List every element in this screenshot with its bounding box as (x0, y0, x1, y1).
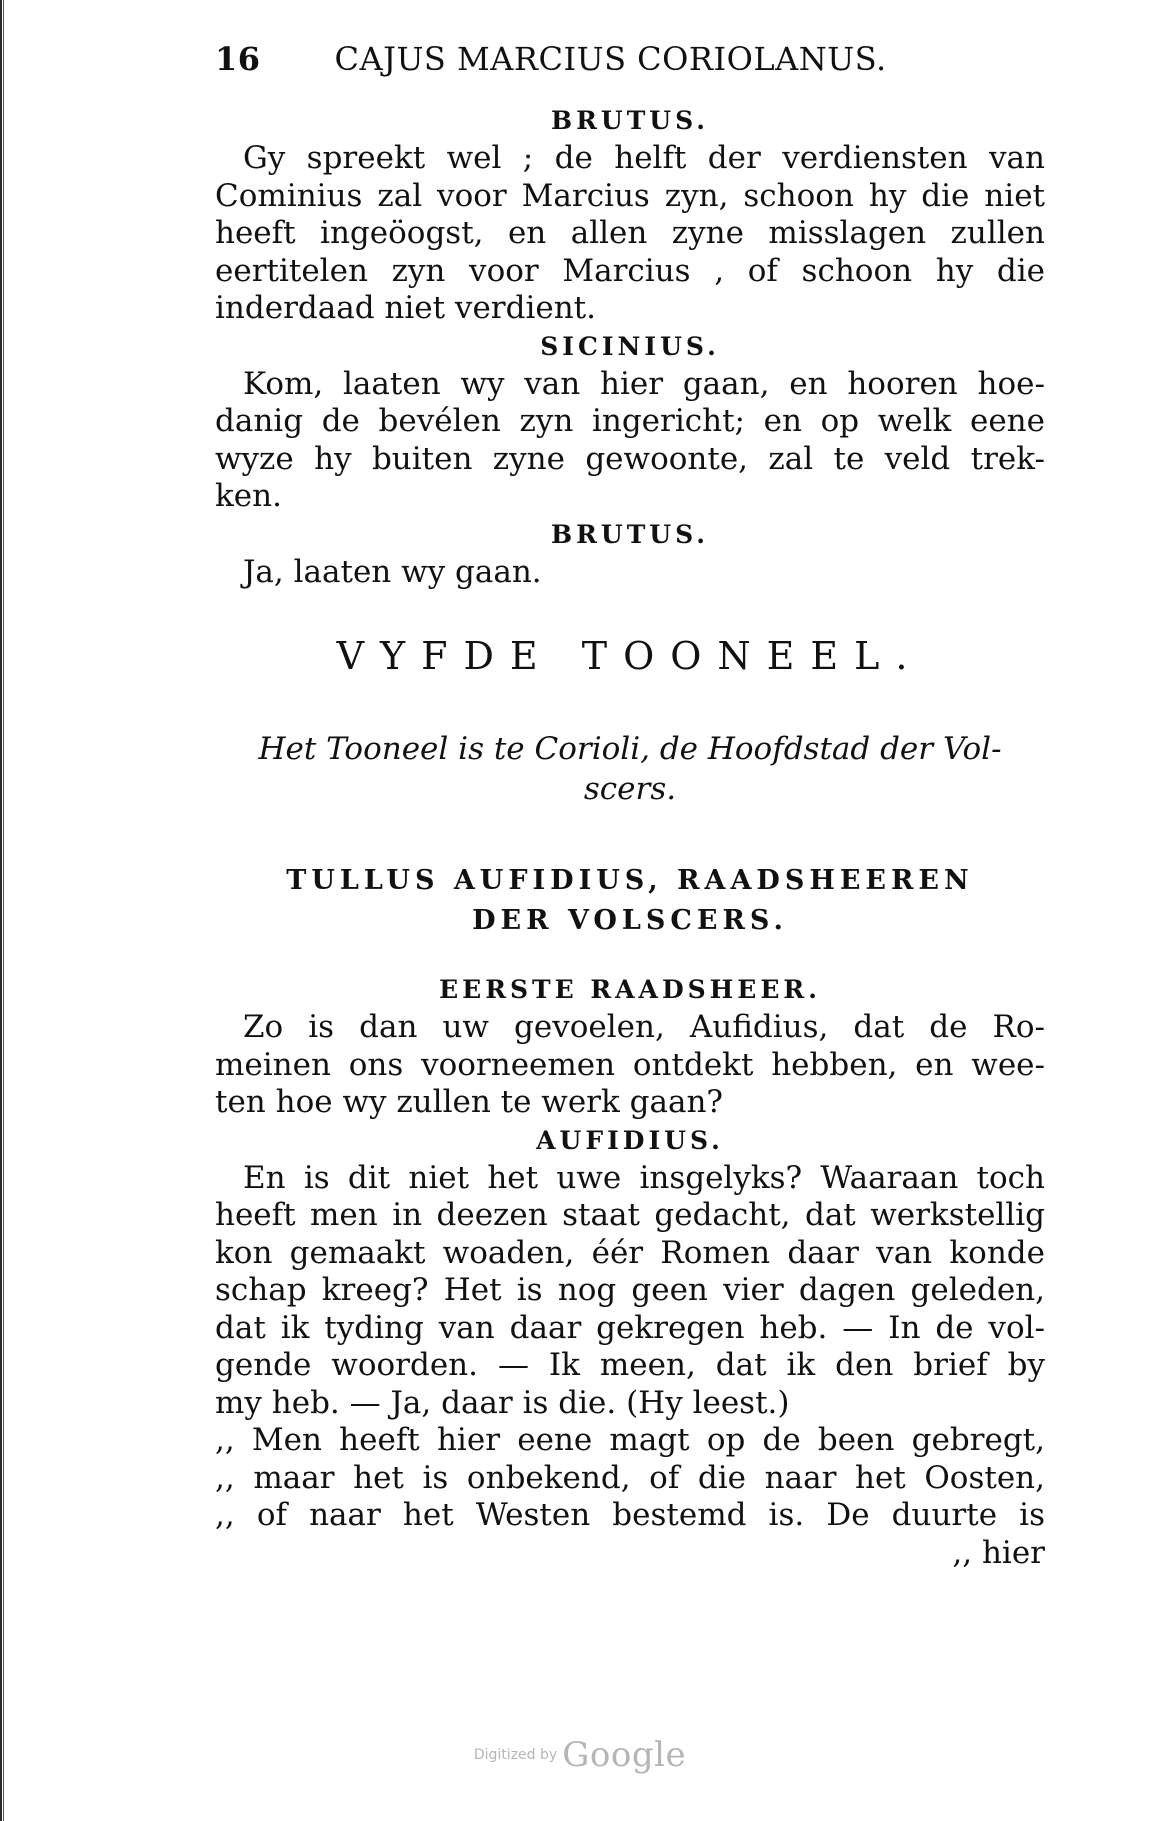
text-line: En is dit niet het uwe insgelyks? Waaraan toch (243, 1159, 1045, 1196)
text-line: Kom, laaten wy van hier gaan, en hooren hoe- (243, 365, 1045, 402)
text-line: ten hoe wy zullen te werk gaan? (215, 1084, 724, 1120)
setting-line: Het Tooneel is te Corioli, de Hoofdstad der Vol- (258, 731, 1002, 767)
speech-sicinius (215, 366, 1045, 516)
speaker-eerste-raadsheer: EERSTE RAADSHEER. (439, 975, 821, 1004)
cast-line: TULLUS AUFIDIUS, RAADSHEEREN (286, 865, 974, 896)
quote-line: ,, of naar het Westen bestemd is. De duurte is (215, 1497, 1045, 1533)
text-line: dat ik tyding van daar gekregen heb. — In de vol- (215, 1309, 1045, 1346)
scene-title: VYFDE TOONEEL. (336, 634, 924, 678)
text-line: eertitelen zyn voor Marcius , of schoon hy die (215, 252, 1045, 289)
quote-line: ,, maar het is onbekend, of die naar het Oosten, (215, 1459, 1045, 1496)
text-line: my heb. — Ja, daar is die. (Hy leest.) (215, 1384, 790, 1421)
setting-line: scers. (583, 771, 677, 807)
page-number: 16 (215, 40, 261, 78)
text-line: gende woorden. — Ik meen, dat ik den brief by (215, 1347, 1045, 1383)
text-line: Zo is dan uw gevoelen, Aufidius, dat de Ro- (243, 1009, 1045, 1045)
speech-brutus-2 (215, 554, 1045, 592)
quote-line: ,, Men heeft hier eene magt op de been gebregt, (215, 1422, 1045, 1458)
text-line: heeft men in deezen staat gedacht, dat werkstellig (215, 1197, 1045, 1233)
google-logo: Google (562, 1735, 687, 1775)
quoted-letter (215, 1422, 1045, 1572)
running-title: CAJUS MARCIUS CORIOLANUS. (334, 40, 887, 78)
text-line: Cominius zal voor Marcius zyn, schoon hy die niet (215, 177, 1045, 214)
text-line: Ja, laaten wy gaan. (243, 553, 542, 590)
speaker-sicinius: SICINIUS. (540, 331, 720, 361)
cast-list (215, 861, 1045, 941)
text-line: ken. (215, 478, 282, 514)
scene-setting (215, 729, 1045, 809)
speaker-aufidius: AUFIDIUS. (536, 1125, 724, 1155)
text-line: wyze hy buiten zyne gewoonte, zal te veld trek- (215, 440, 1045, 477)
text-line: Gy spreekt wel ; de helft der verdiensten van (243, 140, 1045, 176)
speech-aufidius (215, 1160, 1045, 1423)
speech-eerste-raadsheer (215, 1009, 1045, 1122)
binding-gutter (0, 0, 6, 1821)
speaker-brutus: BRUTUS. (551, 106, 709, 135)
text-line: heeft ingeöogst, en allen zyne misslagen zullen (215, 215, 1045, 251)
running-head (215, 40, 1045, 102)
cast-line: DER VOLSCERS. (472, 905, 788, 936)
catchword: ,, hier (952, 1534, 1045, 1571)
speech-brutus-1 (215, 140, 1045, 328)
text-line: kon gemaakt woaden, éér Romen daar van konde (215, 1234, 1045, 1271)
digitized-by-label: Digitized by (473, 1747, 558, 1763)
text-line: danig de bevélen zyn ingericht; en op welk eene (215, 403, 1045, 439)
text-line: meinen ons voorneemen ontdekt hebben, en wee- (215, 1046, 1045, 1083)
text-line: schap kreeg? Het is nog geen vier dagen geleden, (215, 1272, 1045, 1308)
speaker-brutus: BRUTUS. (551, 519, 709, 549)
text-line: inderdaad niet verdient. (215, 290, 596, 326)
digitization-watermark (0, 1735, 1160, 1775)
book-page (215, 40, 1045, 1572)
